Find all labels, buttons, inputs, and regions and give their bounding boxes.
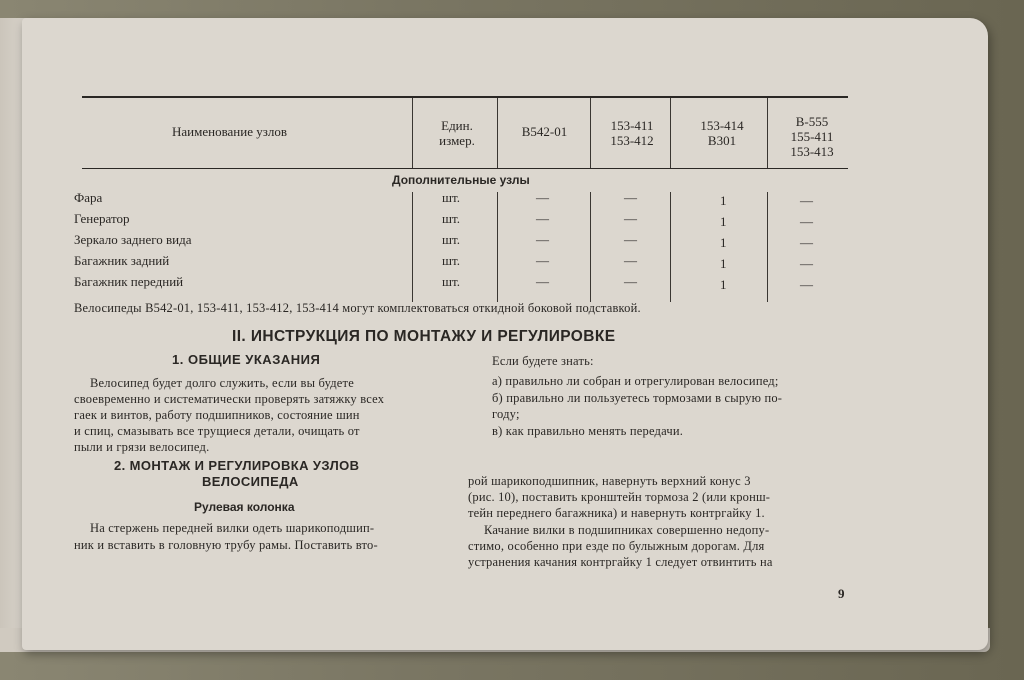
row-c1: — [536,274,549,289]
header-col3 [682,118,762,148]
right-continuation-line: тейн переднего багажника) и навернуть контргайку 1. [468,506,765,520]
row-c2: — [624,211,637,226]
table-top-rule [82,96,848,98]
right-item: б) правильно ли пользуетесь тормозами в сырую по- [492,391,783,405]
section2-title: ВЕЛОСИПЕДА [202,474,299,489]
row-c4: — [800,277,813,292]
row-unit: шт. [442,253,460,268]
row-c1: — [536,211,549,226]
header-col3-line: 153-414 [700,118,744,133]
row-c1: — [536,253,549,268]
header-col3-line: В301 [707,133,737,148]
col-line [497,98,498,168]
right-item: году; [492,407,520,421]
row-c3: 1 [720,193,727,208]
subsection-title: Рулевая колонка [194,500,295,514]
col-line [590,98,591,168]
row-c3: 1 [720,235,727,250]
right-item: а) правильно ли собран и отрегулирован велосипед; [492,374,779,388]
right-continuation-line: рой шарикоподшипник, навернуть верхний конус 3 [468,474,751,488]
section1-line: Велосипед будет долго служить, если вы будете [90,376,354,390]
section1-title: 1. ОБЩИЕ УКАЗАНИЯ [172,352,321,367]
right-intro: Если будете знать: [492,354,594,368]
header-col2-line: 153-412 [610,133,654,148]
row-c4: — [800,235,813,250]
section1-line: и спиц, смазывать все трущиеся детали, очищать от [74,424,360,438]
row-c1: — [536,232,549,247]
row-unit: шт. [442,274,460,289]
row-c4: — [800,214,813,229]
chapter-title: II. ИНСТРУКЦИЯ ПО МОНТАЖУ И РЕГУЛИРОВКЕ [232,328,616,345]
right-item: в) как правильно менять передачи. [492,424,684,438]
header-col2-line: 153-411 [610,118,654,133]
header-col4-line: 155-411 [790,129,834,144]
row-c2: — [624,190,637,205]
subsection-line: ник и вставить в головную трубу рамы. Поставить вто- [74,538,378,552]
right-continuation-line: стимо, особенно при езде по булыжным дорогам. Для [468,539,765,553]
row-c3: 1 [720,214,727,229]
header-name: Наименование узлов [172,124,288,139]
table-note: Велосипеды В542-01, 153-411, 153-412, 153-414 могут комплектоваться откидной боковой подставкой. [74,301,641,315]
row-name: Багажник передний [74,274,184,289]
col-line [767,192,768,302]
row-c4: — [800,256,813,271]
header-unit-line: измер. [439,133,475,148]
right-continuation-line: (рис. 10), поставить кронштейн тормоза 2 (или кронш- [468,490,771,504]
section1-line: своевременно и систематически проверять затяжку всех [74,392,385,406]
row-name: Багажник задний [74,253,170,268]
row-c1: — [536,190,549,205]
right-continuation-line: устранения качания контргайку 1 следует отвинтить на [468,555,773,569]
header-col4-line: В-555 [795,114,829,129]
page-number: 9 [838,586,845,601]
row-name: Фара [74,190,103,205]
row-unit: шт. [442,232,460,247]
row-name: Генератор [74,211,130,226]
row-c2: — [624,253,637,268]
row-c3: 1 [720,277,727,292]
header-unit [427,118,487,148]
row-c2: — [624,274,637,289]
section1-line: пыли и грязи велосипед. [74,440,210,454]
row-unit: шт. [442,190,460,205]
col-line [767,98,768,168]
row-c4: — [800,193,813,208]
header-unit-line: Един. [441,118,473,133]
col-line [670,192,671,302]
row-c3: 1 [720,256,727,271]
col-line [412,98,413,168]
header-col1: В542-01 [521,124,568,139]
row-c2: — [624,232,637,247]
table-header-rule [82,168,848,169]
table-section-title: Дополнительные узлы [392,173,530,187]
row-unit: шт. [442,211,460,226]
header-col2 [597,118,667,148]
header-col4 [777,114,847,159]
col-line [590,192,591,302]
col-line [412,192,413,302]
section1-line: гаек и винтов, работу подшипников, состояние шин [74,408,360,422]
subsection-line: На стержень передней вилки одеть шарикоподшип- [90,521,375,535]
section2-title: 2. МОНТАЖ И РЕГУЛИРОВКА УЗЛОВ [114,458,360,473]
right-continuation-line: Качание вилки в подшипниках совершенно недопу- [484,523,770,537]
col-line [497,192,498,302]
header-col4-line: 153-413 [790,144,834,159]
row-name: Зеркало заднего вида [74,232,192,247]
booklet-page [22,18,988,650]
col-line [670,98,671,168]
